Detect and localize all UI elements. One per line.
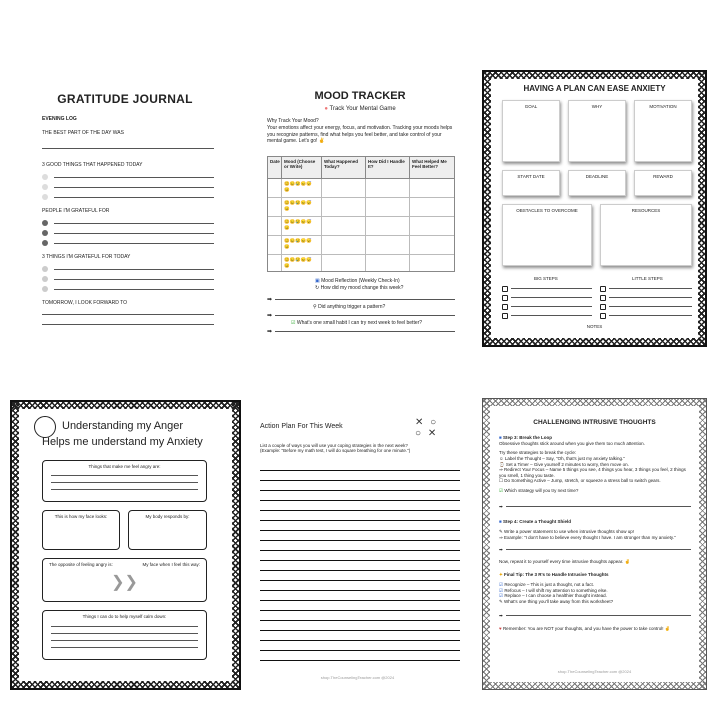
action-footer: shop.TheCounselingTeacher.com @2024 <box>320 675 395 680</box>
step3-title-text: Step 3: Break the Loop <box>502 435 552 440</box>
answer-line[interactable] <box>506 615 691 616</box>
tribal-border-top <box>484 72 705 79</box>
header-helped: What Helped Me Feel Better? <box>412 159 447 169</box>
reflection-q2 <box>313 304 385 310</box>
prompt-people: PEOPLE I'M GRATEFUL FOR <box>42 208 110 214</box>
tribal-border-bottom <box>483 682 706 689</box>
answer-line[interactable] <box>609 297 692 298</box>
checkbox-icon[interactable] <box>600 295 606 301</box>
tip-r4-text: What's one thing you'll take away from this worksheet? <box>504 598 614 604</box>
mood-emoji-extra[interactable]: 😐 <box>284 263 290 268</box>
calm-down-label: Things I can do to help myself calm down: <box>82 614 167 619</box>
face-looks-label: This is how my face looks: <box>54 514 108 519</box>
tribal-border-top <box>12 402 239 409</box>
answer-row[interactable] <box>267 312 455 319</box>
table-row[interactable] <box>268 217 454 236</box>
reflection-q1-text: How did my mood change this week? <box>320 285 404 291</box>
answer-line[interactable] <box>506 506 691 507</box>
tip-r3-text: Replace – I can choose a healthier thought instead. <box>504 593 607 599</box>
arrow-icon: ↻ <box>315 285 320 291</box>
prompt-good-things: 3 GOOD THINGS THAT HAPPENED TODAY <box>42 162 143 168</box>
answer-line[interactable] <box>275 315 455 316</box>
plan-title: HAVING A PLAN CAN EASE ANXIETY <box>523 84 666 93</box>
answer-row[interactable] <box>499 613 691 619</box>
action-lines <box>260 461 460 661</box>
answer-line[interactable] <box>260 461 460 471</box>
strategy-question <box>499 488 691 494</box>
answer-line[interactable] <box>511 315 592 316</box>
reflection-q3 <box>291 320 422 326</box>
reflection-q2-text: Did anything trigger a pattern? <box>318 304 386 310</box>
answer-line[interactable] <box>511 288 592 289</box>
action-title: Action Plan For This Week <box>260 423 343 430</box>
header-mood: Mood (Choose or Write) <box>282 157 322 178</box>
reward-label: REWARD <box>653 174 673 179</box>
answer-line[interactable] <box>51 475 198 476</box>
strategy-doodle-icon: ✕ ○ ○ ✕ <box>415 417 439 439</box>
answer-line[interactable] <box>260 631 460 641</box>
bullet-dot-icon <box>42 286 48 292</box>
answer-line[interactable] <box>51 647 198 648</box>
calendar-icon: ▣ <box>315 278 320 284</box>
answer-line[interactable] <box>260 551 460 561</box>
answer-row[interactable] <box>499 547 691 553</box>
angry-triggers-box[interactable] <box>42 460 207 502</box>
reflection-q1 <box>315 285 403 291</box>
remember-line <box>499 626 691 632</box>
repeat-text: Now, repeat it to yourself every time intrusive thoughts appear. ✌ <box>499 558 631 564</box>
number-3-icon: ■ <box>499 435 502 440</box>
action-example: (Example: "Before my math test, I will do square breathing for one minute.") <box>260 448 411 453</box>
answer-line[interactable] <box>54 289 214 290</box>
motivation-box[interactable] <box>634 100 692 162</box>
mood-emoji-set[interactable]: 😊😐😢😠😴 <box>284 200 313 205</box>
table-row[interactable] <box>268 179 454 198</box>
mood-tracker-page <box>255 78 465 340</box>
header-happened: What Happened Today? <box>322 157 366 178</box>
answer-line[interactable] <box>42 148 214 149</box>
tribal-border-left <box>484 72 491 345</box>
mood-table <box>267 156 455 272</box>
answer-line[interactable] <box>260 531 460 541</box>
calm-down-box[interactable] <box>42 610 207 660</box>
checkbox-icon[interactable] <box>502 313 508 319</box>
step3-subtitle: Obsessive thoughts stick around when you give them too much attention. <box>499 440 645 446</box>
table-row[interactable] <box>268 236 454 255</box>
action-instructions: List a couple of ways you will use your coping strategies in the next week? <box>260 443 408 448</box>
resources-box[interactable] <box>600 204 692 266</box>
arrow-right-icon: ➡ <box>267 313 273 319</box>
chevron-right-icon: ❯❯ <box>111 573 138 591</box>
tribal-border-bottom <box>484 338 705 345</box>
tribal-border-left <box>483 399 490 689</box>
tip-r1-text: Recognize – This is just a thought, not a fact. <box>504 582 595 587</box>
answer-line[interactable] <box>54 187 214 188</box>
checkbox-icon[interactable] <box>600 286 606 292</box>
check-icon: ☑ <box>499 587 504 593</box>
arrow-right-icon: ➡ <box>267 297 273 303</box>
answer-line[interactable] <box>42 314 214 315</box>
answer-row[interactable] <box>499 504 691 510</box>
action-plan-page <box>250 405 465 690</box>
table-row[interactable] <box>268 198 454 217</box>
pencil-icon: ✎ <box>499 598 503 604</box>
answer-line[interactable] <box>511 297 592 298</box>
answer-line[interactable] <box>260 591 460 601</box>
evening-log-label: EVENING LOG <box>42 116 77 122</box>
angry-head-icon <box>34 416 56 438</box>
arrow-right-icon: ➡ <box>499 503 503 509</box>
answer-line[interactable] <box>260 581 460 591</box>
answer-line[interactable] <box>51 482 198 483</box>
tip-r2-text: Refocus – I will shift my attention to something else. <box>504 587 608 593</box>
three-things-list <box>42 264 214 294</box>
answer-row[interactable] <box>267 296 455 303</box>
answer-line[interactable] <box>260 501 460 511</box>
obstacles-label: OBSTACLES TO OVERCOME <box>516 208 578 213</box>
prompt-three-things: 3 THINGS I'M GRATEFUL FOR TODAY <box>42 254 131 260</box>
header-date: Date <box>268 157 282 178</box>
prompt-tomorrow: TOMORROW, I LOOK FORWARD TO <box>42 300 128 306</box>
notes-label: NOTES <box>586 324 603 329</box>
gratitude-title: GRATITUDE JOURNAL <box>57 92 193 106</box>
mood-title: MOOD TRACKER <box>314 90 406 102</box>
search-icon: ⚲ <box>313 304 317 310</box>
anxiety-plan-page <box>482 70 707 347</box>
intrusive-title: CHALLENGING INTRUSIVE THOUGHTS <box>533 419 656 426</box>
answer-line[interactable] <box>260 621 460 631</box>
brain-icon: ● <box>324 106 328 112</box>
answer-line[interactable] <box>260 641 460 651</box>
reward-box[interactable] <box>634 170 692 196</box>
strategy-label: ☺ Label the Thought – Say, "Oh, that's just my anxiety talking." <box>499 455 625 461</box>
step4-title <box>499 519 691 525</box>
heart-icon: ♥ <box>499 626 502 632</box>
answer-line[interactable] <box>54 269 214 270</box>
answer-line[interactable] <box>260 521 460 531</box>
checkbox-icon[interactable] <box>502 286 508 292</box>
intrusive-footer: shop.TheCounselingTeacher.com @2024 <box>557 669 632 674</box>
answer-row[interactable] <box>267 328 455 335</box>
answer-line[interactable] <box>260 561 460 571</box>
number-4-icon: ■ <box>499 519 502 525</box>
pencil-icon: ✎ <box>499 528 503 534</box>
deadline-label: DEADLINE <box>585 174 609 179</box>
answer-line[interactable] <box>275 331 455 332</box>
answer-line[interactable] <box>54 233 214 234</box>
people-list <box>42 218 214 248</box>
obstacles-box[interactable] <box>502 204 592 266</box>
why-box[interactable] <box>568 100 626 162</box>
tribal-border-right <box>232 402 239 688</box>
checkbox-icon[interactable] <box>600 313 606 319</box>
arrow-right-icon: ➡ <box>267 329 273 335</box>
big-steps-list <box>502 284 592 320</box>
strategy-timer: ⌚ Set a Timer – Give yourself 2 minutes to worry, then move on. <box>499 461 629 467</box>
mood-subtitle-row <box>255 106 465 112</box>
arrow-right-icon: ➡ <box>499 547 503 553</box>
mood-intro-text: Your emotions affect your energy, focus, and motivation. Tracking your moods helps you recognize patterns, find what helps you feel better, and take control of your mental game. Let's go! ✌ <box>267 125 453 144</box>
anger-page <box>10 400 241 690</box>
answer-line[interactable] <box>260 541 460 551</box>
start-date-label: START DATE <box>517 174 545 179</box>
mood-emoji-extra[interactable]: 😐 <box>284 225 290 230</box>
answer-line[interactable] <box>260 491 460 501</box>
answer-line[interactable] <box>275 299 455 300</box>
answer-line[interactable] <box>51 626 198 627</box>
body-responds-label: My body responds by: <box>145 514 190 519</box>
strategy-question-text: Which strategy will you try next time? <box>504 488 579 493</box>
calm-face-label: My face when I feel this way: <box>142 562 200 567</box>
reflection-q3-text: What's one small habit I can try next week to feel better? <box>296 320 423 326</box>
strategy-active: ☐ Do Something Active – Jump, stretch, or squeeze a stress ball to switch gears. <box>499 478 661 484</box>
answer-line[interactable] <box>51 633 198 634</box>
motivation-label: MOTIVATION <box>649 104 677 109</box>
answer-line[interactable] <box>54 223 214 224</box>
answer-line[interactable] <box>511 306 592 307</box>
opposite-feeling-label: The opposite of feeling angry is: <box>49 562 113 567</box>
answer-line[interactable] <box>54 243 214 244</box>
goal-label: GOAL <box>524 104 538 109</box>
bullet-dot-icon <box>42 266 48 272</box>
answer-line[interactable] <box>260 571 460 581</box>
step4-title-text: Step 4: Create a Thought Shield <box>502 519 571 525</box>
bullet-dot-icon <box>42 174 48 180</box>
answer-line[interactable] <box>260 511 460 521</box>
bullet-dot-icon <box>42 220 48 226</box>
body-responds-box[interactable] <box>128 510 207 550</box>
intrusive-content <box>499 435 691 632</box>
strategy-redirect: ⇒ Redirect Your Focus – Name 5 things you see, 4 things you hear, 3 things you feel, 2 things you smell, 1 thing you taste. <box>499 467 686 478</box>
tribal-border-right <box>698 72 705 345</box>
face-looks-box[interactable] <box>42 510 120 550</box>
tip-title-text: Final Tip: The 3 R's to Handle Intrusive Thoughts <box>504 572 609 578</box>
tribal-border-bottom <box>12 681 239 688</box>
resources-label: RESOURCES <box>631 208 661 213</box>
little-steps-label: LITTLE STEPS <box>632 276 663 281</box>
bulb-icon: ✦ <box>499 572 503 578</box>
why-label: WHY <box>591 104 603 109</box>
tip-r4 <box>499 599 691 605</box>
arrow-right-icon: ➡ <box>499 612 503 618</box>
answer-line[interactable] <box>609 288 692 289</box>
check-icon: ☑ <box>291 320 296 326</box>
answer-line[interactable] <box>260 481 460 491</box>
answer-line[interactable] <box>260 471 460 481</box>
deadline-box[interactable] <box>568 170 626 196</box>
table-row[interactable] <box>268 255 454 271</box>
anger-title-2: Helps me understand my Anxiety <box>42 436 203 448</box>
tribal-border-right <box>699 399 706 689</box>
answer-line[interactable] <box>51 640 198 641</box>
big-steps-label: BIG STEPS <box>534 276 558 281</box>
bullet-dot-icon <box>42 230 48 236</box>
mood-emoji-set[interactable]: 😊😐😢😠😴 <box>284 181 313 186</box>
checkbox-icon[interactable] <box>600 304 606 310</box>
checkbox-icon[interactable] <box>502 304 508 310</box>
mood-emoji-extra[interactable]: 😐 <box>284 244 290 249</box>
mood-emoji-extra[interactable]: 😐 <box>284 187 290 192</box>
check-icon: ☑ <box>499 488 504 493</box>
answer-line[interactable] <box>260 611 460 621</box>
reflection-title-text: Mood Reflection (Weekly Check-In) <box>321 278 400 284</box>
check-icon: ☑ <box>499 593 504 599</box>
little-steps-list <box>600 284 692 320</box>
mood-intro-question: Why Track Your Mood? <box>267 118 319 124</box>
tip-title <box>499 572 691 578</box>
remember-text: Remember: You are NOT your thoughts, and you have the power to take control! ✌ <box>502 626 671 632</box>
answer-line[interactable] <box>42 324 214 325</box>
bullet-dot-icon <box>42 276 48 282</box>
mood-subtitle: Track Your Mental Game <box>329 106 396 112</box>
intrusive-thoughts-page <box>482 398 707 690</box>
tribal-border-left <box>12 402 19 688</box>
answer-line[interactable] <box>609 315 692 316</box>
opposite-feeling-box[interactable] <box>42 558 207 602</box>
bullet-dot-icon <box>42 240 48 246</box>
answer-line[interactable] <box>51 489 198 490</box>
goal-box[interactable] <box>502 100 560 162</box>
header-handled: How Did I Handle It? <box>366 157 410 178</box>
answer-line[interactable] <box>260 601 460 611</box>
answer-line[interactable] <box>54 197 214 198</box>
step4-instruction-text: Write a power statement to use when intrusive thoughts show up! <box>504 528 635 534</box>
answer-line[interactable] <box>506 549 691 550</box>
answer-line[interactable] <box>260 651 460 661</box>
good-things-list <box>42 172 214 202</box>
mood-emoji-set[interactable]: 😊😐😢😠😴 <box>284 257 313 262</box>
prompt-best-part: THE BEST PART OF THE DAY WAS <box>42 130 124 136</box>
answer-line[interactable] <box>54 279 214 280</box>
step4-example: ⇒ Example: "I don't have to believe every thought I have. I am stronger than my anxiety." <box>499 534 676 540</box>
anger-title-1: Understanding my Anger <box>62 420 184 432</box>
answer-line[interactable] <box>54 177 214 178</box>
tribal-border-top <box>483 399 706 406</box>
checkbox-icon[interactable] <box>502 295 508 301</box>
gratitude-journal-page <box>10 40 225 330</box>
mood-emoji-set[interactable]: 😊😐😢😠😴 <box>284 238 313 243</box>
check-icon: ☑ <box>499 582 504 587</box>
bullet-dot-icon <box>42 194 48 200</box>
bullet-dot-icon <box>42 184 48 190</box>
answer-line[interactable] <box>609 306 692 307</box>
start-date-box[interactable] <box>502 170 560 196</box>
mood-emoji-extra[interactable]: 😐 <box>284 206 290 211</box>
reflection-title <box>315 278 400 284</box>
angry-triggers-label: Things that make me feel angry are: <box>88 464 161 469</box>
mood-emoji-set[interactable]: 😊😐😢😠😴 <box>284 219 313 224</box>
strategies-intro: Try these strategies to break the cycle: <box>499 450 577 456</box>
